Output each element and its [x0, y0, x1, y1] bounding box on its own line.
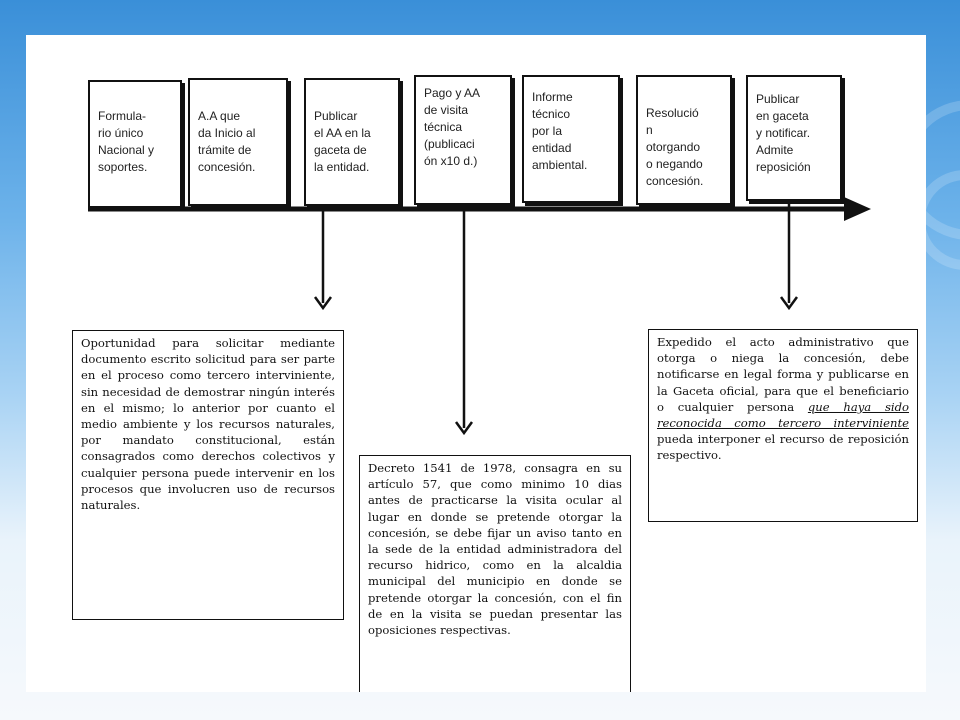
slide-canvas — [26, 35, 926, 692]
step-publicar-gaceta: Publicar en gaceta y notificar. Admite reposición — [746, 75, 842, 201]
step-auto-inicio: A.A que da Inicio al trámite de concesión. — [188, 78, 288, 206]
step-publicar-aa: Publicar el AA en la gaceta de la entidad. — [304, 78, 400, 206]
timeline-arrowhead — [844, 197, 871, 221]
step-pago-visita: Pago y AA de visita técnica (publicaci ón x10 d.) — [414, 75, 512, 205]
note-decreto-1541: Decreto 1541 de 1978, consagra en su artículo 57, que como minimo 10 dias antes de practicarse la visita ocular al lugar en donde se pretende otorgar la concesión, se debe fijar un aviso tanto en la sede de la entidad administradora del recurso hidrico, como en la alcaldia municipal del municipio en donde se pretende otorgar la concesión, con el fin de en la visita se puedan presentar las oposiciones respectivas. — [359, 455, 631, 692]
note-recurso-reposicion — [648, 329, 918, 522]
note-tercero-interviniente: Oportunidad para solicitar mediante documento escrito solicitud para ser parte en el proceso como tercero interviniente, sin necesidad de demostrar ningún interés en el mismo; lo anterior por cuanto el medio ambiente y los recursos naturales, por mandato constitucional, están consagrados como derechos colectivos y cualquier persona puede intervenir en los procesos que involucren uso de recursos naturales. — [72, 330, 344, 620]
note-recurso-emphasis: que haya sido reconocida como tercero interviniente — [657, 399, 909, 431]
note-recurso-text-a: Expedido el acto administrativo que otorga o niega la concesión, debe notificarse en legal forma y publicarse en la Gaceta oficial, para que el beneficiario o cualquier persona — [657, 335, 909, 414]
step-resolucion: Resolució n otorgando o negando concesión. — [636, 75, 732, 205]
step-informe-tecnico: Informe técnico por la entidad ambiental. — [522, 75, 620, 203]
note-recurso-text-b: pueda interponer el recurso de reposición respectivo. — [657, 432, 909, 463]
step-formulario: Formula- rio único Nacional y soportes. — [88, 80, 182, 208]
